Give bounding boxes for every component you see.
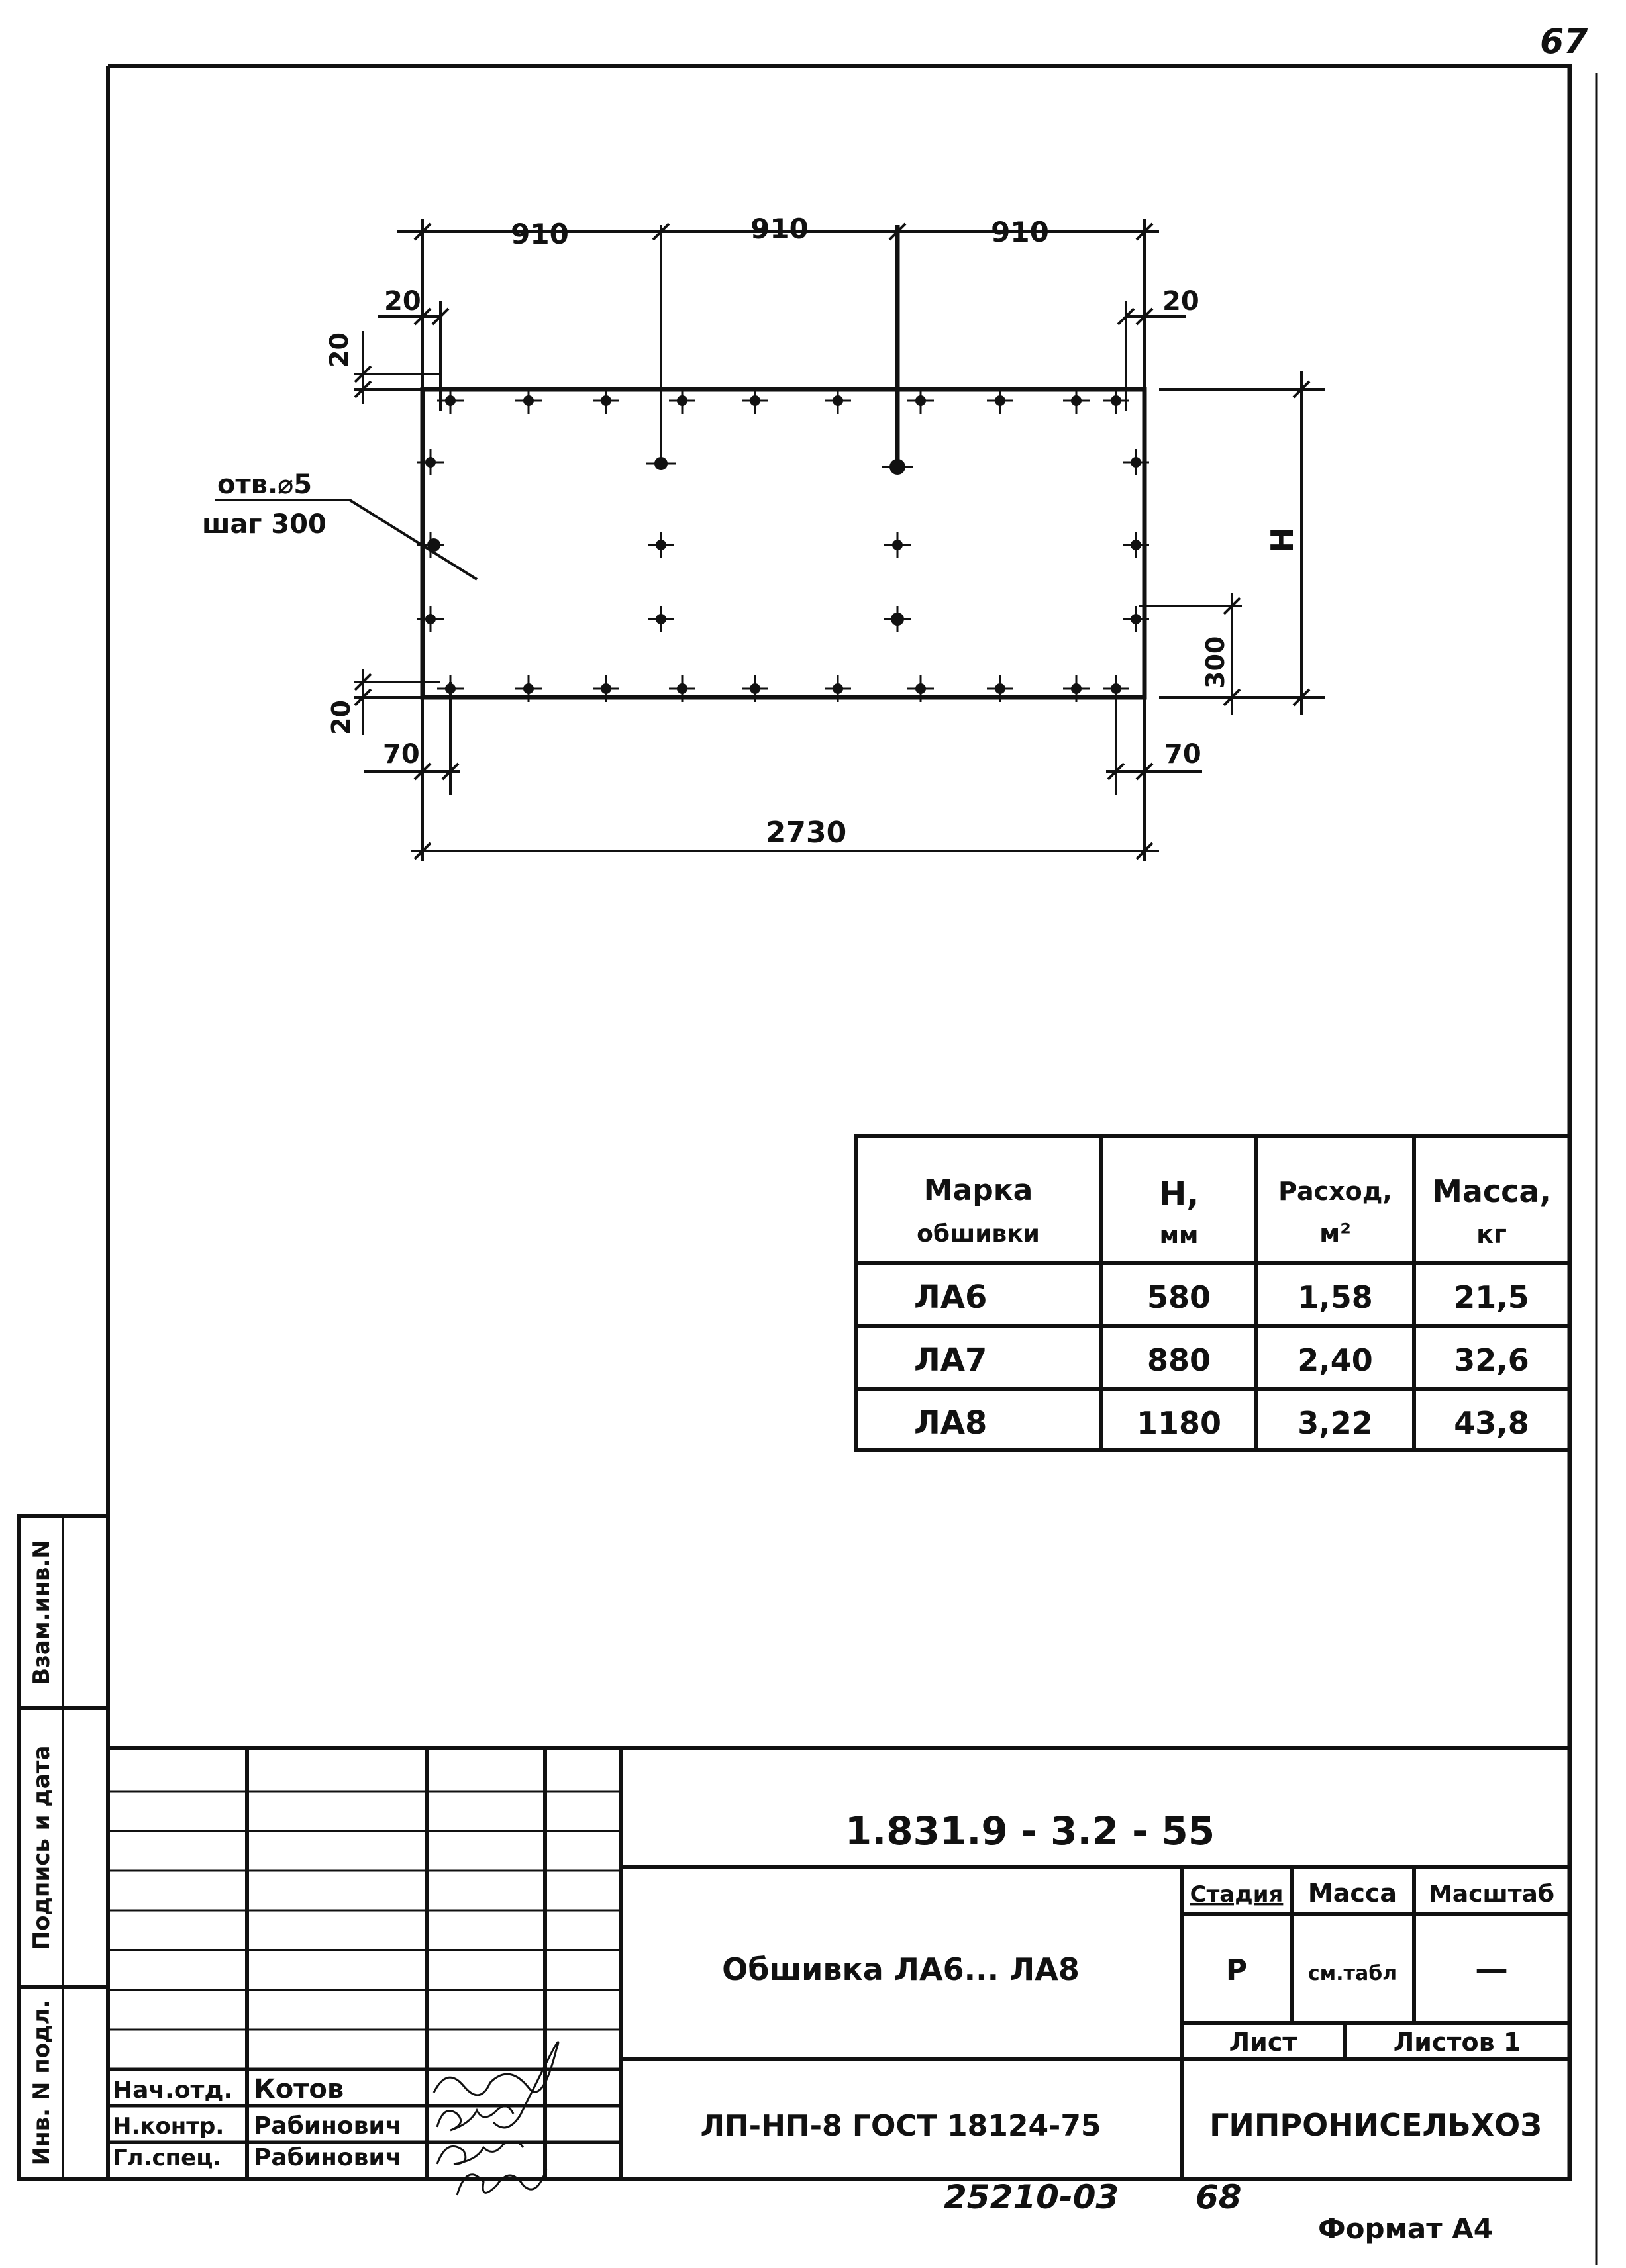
panel-drawing bbox=[202, 213, 1325, 861]
spec-row-consumption: 2,40 bbox=[1297, 1342, 1373, 1378]
sheet-frame bbox=[108, 66, 1596, 2265]
page-number: 67 bbox=[1540, 22, 1588, 62]
mass-value: см.табл bbox=[1307, 1962, 1397, 1985]
panel-outline bbox=[423, 389, 1144, 697]
role-label: Гл.спец. bbox=[113, 2145, 222, 2171]
spec-header-mark: Марка bbox=[923, 1173, 1033, 1207]
doc-organization: ГИПРОНИСЕЛЬХОЗ bbox=[1209, 2107, 1542, 2143]
doc-title: Обшивка ЛА6... ЛА8 bbox=[722, 1951, 1080, 1987]
dim-left-edge-y-top: 20 bbox=[325, 332, 354, 368]
spec-header-mark-sub: обшивки bbox=[917, 1220, 1040, 1248]
title-block bbox=[108, 1748, 1570, 2204]
mass-header: Масса bbox=[1307, 1879, 1397, 1908]
spec-row-mass: 21,5 bbox=[1454, 1279, 1529, 1315]
callout-hole: отв.⌀5 bbox=[217, 469, 313, 500]
spec-header-mass: Масса, bbox=[1432, 1173, 1551, 1209]
dim-top-span-1: 910 bbox=[511, 218, 569, 250]
dim-left-edge-y-bottom: 20 bbox=[327, 700, 356, 735]
spec-header-h-sub: мм bbox=[1159, 1222, 1199, 1249]
spec-row-mark: ЛА7 bbox=[914, 1342, 988, 1379]
role-name: Котов bbox=[254, 2074, 344, 2104]
side-stamp-vzam: Взам.инв.N bbox=[28, 1540, 55, 1685]
format-label: Формат А4 bbox=[1318, 2212, 1493, 2245]
role-label: Н.контр. bbox=[113, 2113, 225, 2140]
dim-pitch: 300 bbox=[1201, 636, 1230, 689]
signatures bbox=[434, 2042, 558, 2195]
spec-row-consumption: 1,58 bbox=[1297, 1279, 1373, 1315]
dim-top-span-2: 910 bbox=[750, 213, 809, 245]
spec-header-mass-sub: кг bbox=[1476, 1220, 1507, 1249]
dim-bottom-right-offset: 70 bbox=[1164, 739, 1201, 769]
role-name: Рабинович bbox=[254, 2112, 402, 2140]
spec-header-consumption-sub: м² bbox=[1319, 1218, 1351, 1248]
spec-row-consumption: 3,22 bbox=[1297, 1405, 1373, 1441]
role-name: Рабинович bbox=[254, 2144, 402, 2171]
role-label: Нач.отд. bbox=[113, 2077, 233, 2104]
spec-row-mark: ЛА8 bbox=[914, 1405, 988, 1442]
sheet-label: Лист bbox=[1229, 2028, 1297, 2057]
scale-header: Масштаб bbox=[1429, 1881, 1554, 1908]
side-stamp-inv: Инв. N подл. bbox=[28, 1999, 55, 2166]
callout-pitch: шаг 300 bbox=[202, 509, 327, 540]
side-stamp-podpis: Подпись и дата bbox=[28, 1745, 55, 1950]
dim-right-edge-x: 20 bbox=[1162, 286, 1199, 317]
extension-lines bbox=[215, 219, 1325, 861]
stage-value: Р bbox=[1225, 1953, 1248, 1987]
fastener-holes bbox=[417, 387, 1149, 702]
side-stamp bbox=[19, 1516, 108, 2179]
stage-header: Стадия bbox=[1190, 1881, 1284, 1908]
inventory-number: 25210-03 bbox=[944, 2178, 1119, 2216]
spec-row-h: 580 bbox=[1146, 1279, 1211, 1315]
dim-left-edge-x: 20 bbox=[384, 286, 421, 317]
spec-header-h: Н, bbox=[1158, 1175, 1199, 1213]
inventory-suffix: 68 bbox=[1195, 2178, 1242, 2216]
spec-header-consumption: Расход, bbox=[1278, 1177, 1392, 1206]
spec-row-mass: 32,6 bbox=[1454, 1342, 1529, 1378]
dim-height-label: Н bbox=[1264, 527, 1300, 553]
scale-value: — bbox=[1475, 1949, 1508, 1988]
doc-code: 1.831.9 - 3.2 - 55 bbox=[844, 1808, 1215, 1853]
spec-row-mark: ЛА6 bbox=[914, 1279, 988, 1316]
spec-row-h: 1180 bbox=[1136, 1405, 1222, 1441]
spec-row-h: 880 bbox=[1146, 1342, 1211, 1378]
doc-material: ЛП-НП-8 ГОСТ 18124-75 bbox=[700, 2109, 1101, 2143]
spec-table bbox=[856, 1136, 1570, 1450]
spec-row-mass: 43,8 bbox=[1454, 1405, 1529, 1441]
dim-overall-width: 2730 bbox=[765, 816, 847, 850]
sheets-label: Листов 1 bbox=[1393, 2028, 1521, 2057]
dim-top-span-3: 910 bbox=[991, 216, 1049, 248]
dim-bottom-left-offset: 70 bbox=[383, 739, 420, 769]
